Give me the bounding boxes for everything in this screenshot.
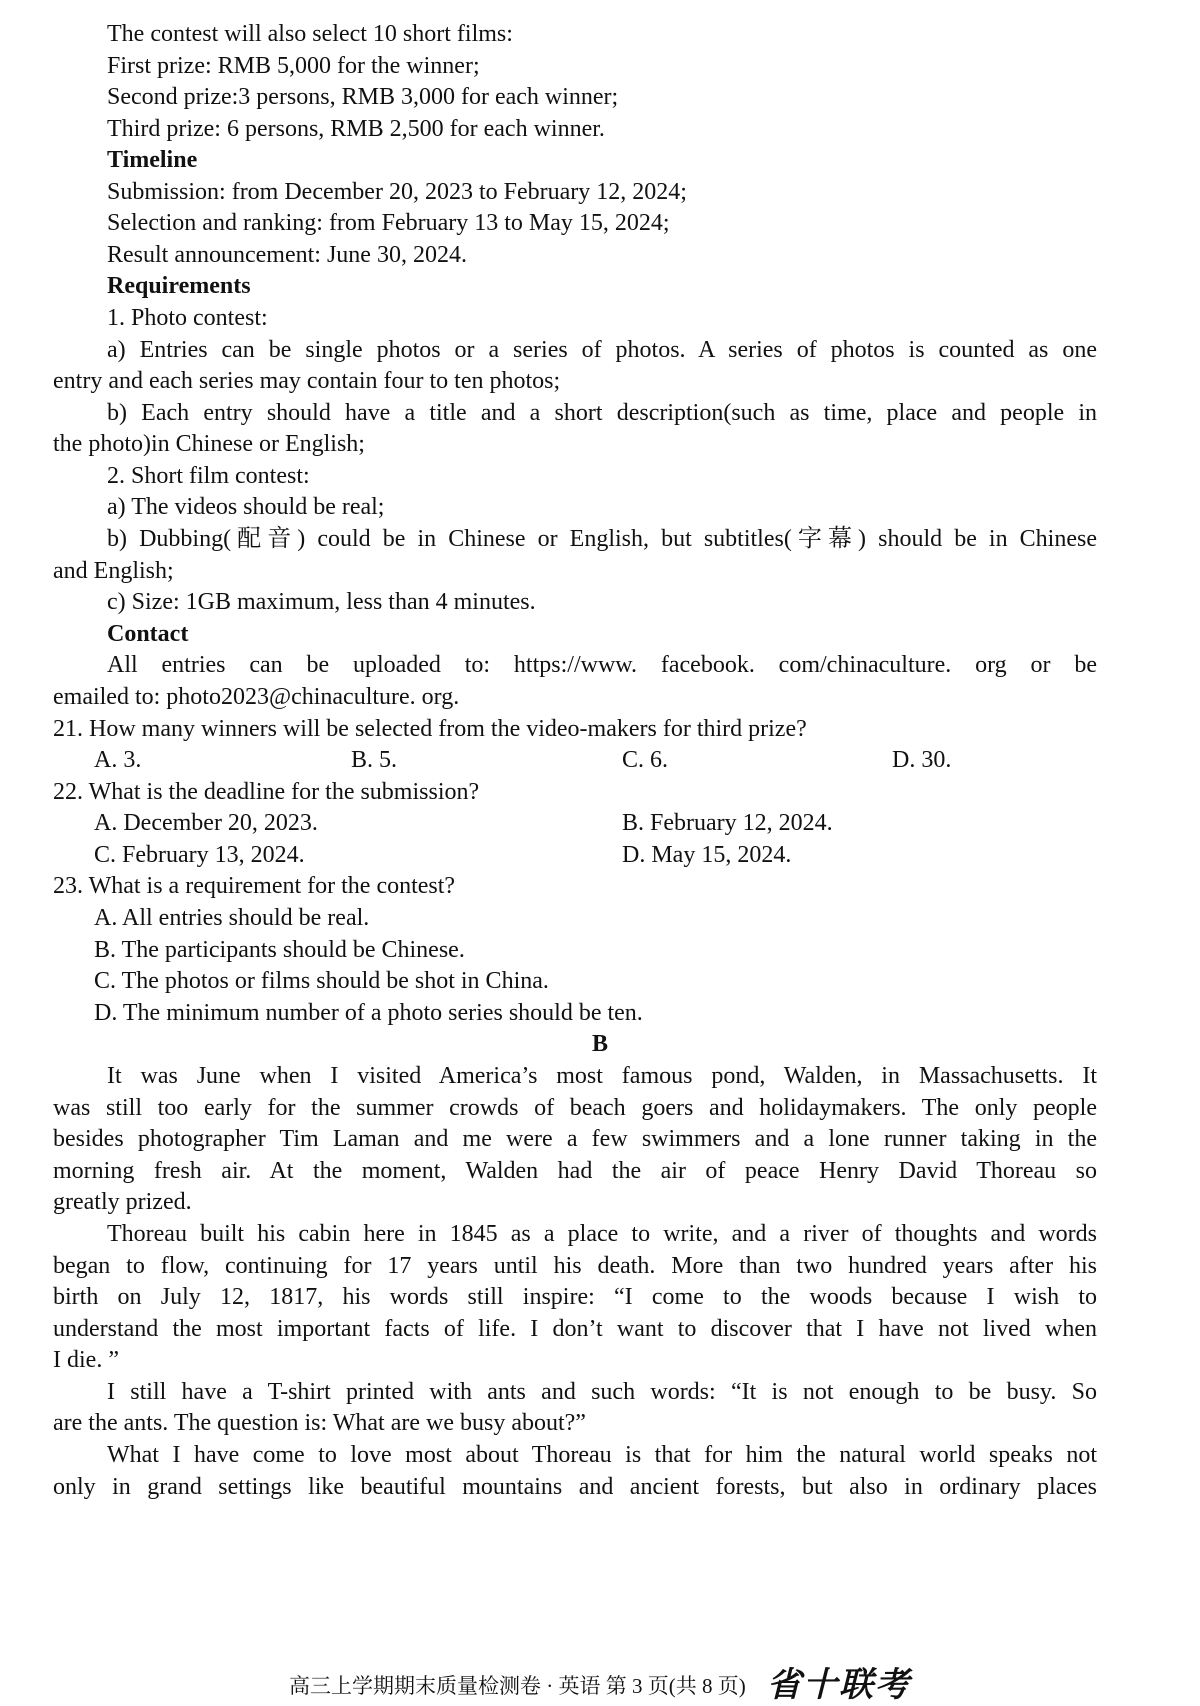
text-line: All entries can be uploaded to: https://www. facebook. com/chinaculture. org or be — [107, 652, 1097, 678]
option-d: D. May 15, 2024. — [622, 842, 792, 868]
text-line: entry and each series may contain four to ten photos; — [53, 368, 561, 394]
passage-line: greatly prized. — [53, 1189, 192, 1215]
passage-line: What I have come to love most about Thoreau is that for him the natural world speaks not — [107, 1442, 1097, 1468]
passage-line: I die. ” — [53, 1347, 119, 1373]
option-b: B. February 12, 2024. — [622, 810, 833, 836]
text-line: Selection and ranking: from February 13 to May 15, 2024; — [107, 210, 670, 236]
text-line: the photo)in Chinese or English; — [53, 431, 365, 457]
option-a: A. 3. — [94, 747, 142, 773]
option-c: C. The photos or films should be shot in China. — [94, 968, 549, 994]
text-line: Third prize: 6 persons, RMB 2,500 for each winner. — [107, 116, 605, 142]
question-21-stem: 21. How many winners will be selected from the video-makers for third prize? — [53, 716, 807, 742]
passage-line: I still have a T-shirt printed with ants and such words: “It is not enough to be busy. So — [107, 1379, 1097, 1405]
text-line: b) Dubbing(配音) could be in Chinese or English, but subtitles(字幕) should be in Chinese — [107, 526, 1097, 552]
passage-line: only in grand settings like beautiful mountains and ancient forests, but also in ordinary places — [53, 1474, 1097, 1500]
option-a: A. December 20, 2023. — [94, 810, 318, 836]
passage-line: morning fresh air. At the moment, Walden had the air of peace Henry David Thoreau so — [53, 1158, 1097, 1184]
option-d: D. 30. — [892, 747, 952, 773]
question-23-stem: 23. What is a requirement for the contest? — [53, 873, 456, 899]
section-heading-timeline: Timeline — [107, 147, 198, 173]
text-line: Result announcement: June 30, 2024. — [107, 242, 467, 268]
option-b: B. The participants should be Chinese. — [94, 937, 465, 963]
text-line: emailed to: photo2023@chinaculture. org. — [53, 684, 460, 710]
passage-line: besides photographer Tim Laman and me were a few swimmers and a lone runner taking in the — [53, 1126, 1097, 1152]
option-a: A. All entries should be real. — [94, 905, 370, 931]
footer-text: 高三上学期期末质量检测卷 · 英语 第 3 页(共 8 页) — [289, 1674, 746, 1699]
option-c: C. February 13, 2024. — [94, 842, 305, 868]
text-line: The contest will also select 10 short films: — [107, 21, 513, 47]
passage-line: began to flow, continuing for 17 years until his death. More than two hundred years after his — [53, 1253, 1097, 1279]
text-line: and English; — [53, 558, 174, 584]
question-22-stem: 22. What is the deadline for the submission? — [53, 779, 480, 805]
passage-line: birth on July 12, 1817, his words still inspire: “I come to the woods because I wish to — [53, 1284, 1097, 1310]
text-line: 2. Short film contest: — [107, 463, 310, 489]
option-d: D. The minimum number of a photo series should be ten. — [94, 1000, 643, 1026]
passage-line: understand the most important facts of life. I don’t want to discover that I have not lived when — [53, 1316, 1097, 1342]
passage-heading: B — [591, 1031, 608, 1057]
option-b: B. 5. — [351, 747, 398, 773]
text-line: Second prize:3 persons, RMB 3,000 for each winner; — [107, 84, 619, 110]
brand-logo: 省十联考 — [766, 1667, 911, 1705]
text-line: First prize: RMB 5,000 for the winner; — [107, 53, 480, 79]
section-heading-requirements: Requirements — [107, 273, 251, 299]
passage-line: are the ants. The question is: What are we busy about?” — [53, 1410, 586, 1436]
text-line: a) The videos should be real; — [107, 494, 385, 520]
passage-line: was still too early for the summer crowds of beach goers and holidaymakers. The only people — [53, 1095, 1097, 1121]
option-c: C. 6. — [622, 747, 669, 773]
page-footer — [0, 1664, 1200, 1704]
passage-line: It was June when I visited America’s most famous pond, Walden, in Massachusetts. It — [107, 1063, 1097, 1089]
text-line: a) Entries can be single photos or a series of photos. A series of photos is counted as one — [107, 337, 1097, 363]
text-line: c) Size: 1GB maximum, less than 4 minutes. — [107, 589, 536, 615]
section-heading-contact: Contact — [107, 621, 189, 647]
text-line: Submission: from December 20, 2023 to February 12, 2024; — [107, 179, 687, 205]
passage-line: Thoreau built his cabin here in 1845 as a place to write, and a river of thoughts and words — [107, 1221, 1097, 1247]
text-line: b) Each entry should have a title and a short description(such as time, place and people in — [107, 400, 1097, 426]
text-line: 1. Photo contest: — [107, 305, 268, 331]
